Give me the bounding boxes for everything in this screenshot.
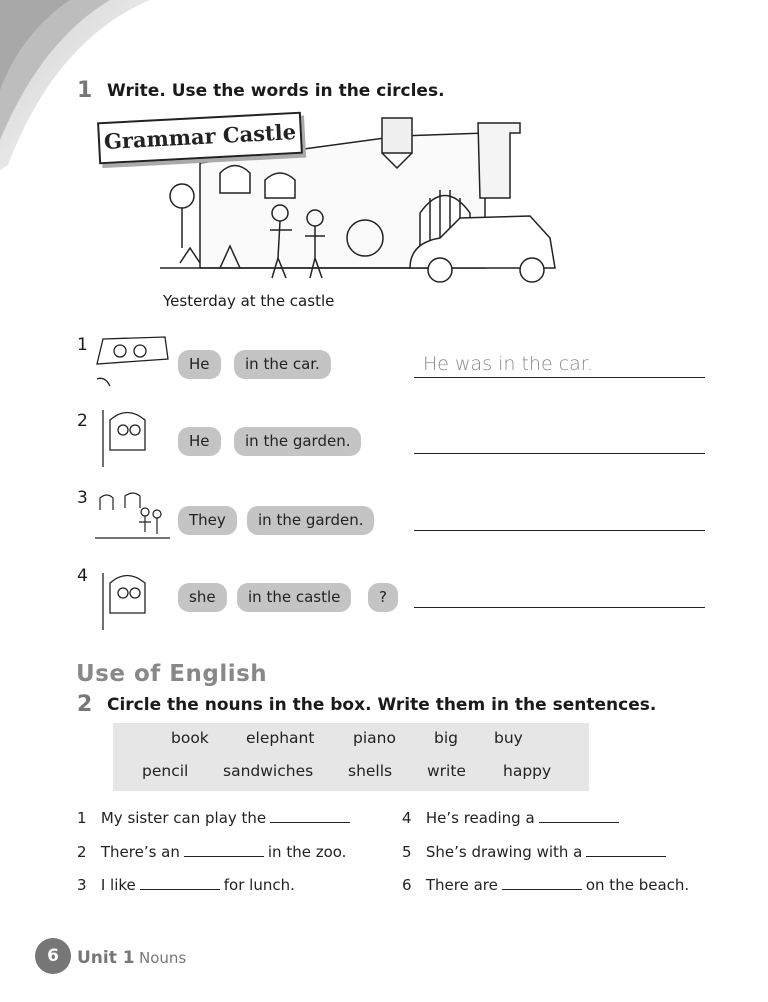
- window-thumbnail-image-2: [95, 568, 157, 633]
- sentence-1-before: My sister can play the: [100, 809, 267, 827]
- exercise-2-instruction: Circle the nouns in the box. Write them in the sentences.: [107, 695, 657, 715]
- sentence-4-number: 4: [402, 809, 412, 827]
- pill-item-1-subject: He: [178, 350, 221, 379]
- footer-unit: Unit 1: [77, 948, 135, 968]
- section-title: Use of English: [76, 661, 268, 687]
- window-thumbnail-image: [95, 405, 157, 470]
- footer-topic: Nouns: [139, 949, 187, 967]
- word-book[interactable]: book: [171, 729, 209, 747]
- sentence-4: [402, 809, 623, 827]
- sentence-3-number: 3: [77, 876, 87, 894]
- sentence-5: [402, 843, 670, 861]
- pill-item-4-subject: she: [178, 583, 227, 612]
- sentence-1-blank[interactable]: [270, 810, 350, 823]
- word-pencil[interactable]: pencil: [142, 762, 189, 780]
- word-shells[interactable]: shells: [348, 762, 393, 780]
- answer-line-item-2[interactable]: [414, 453, 705, 454]
- word-piano[interactable]: piano: [353, 729, 396, 747]
- word-happy[interactable]: happy: [503, 762, 552, 780]
- sentence-3-before: I like: [100, 876, 136, 894]
- sentence-4-blank[interactable]: [539, 810, 619, 823]
- pill-item-3-phrase: in the garden.: [247, 506, 374, 535]
- pill-item-2-phrase: in the garden.: [234, 427, 361, 456]
- pill-item-4-phrase: in the castle: [237, 583, 351, 612]
- pill-item-1-phrase: in the car.: [234, 350, 331, 379]
- answer-line-item-4[interactable]: [414, 607, 705, 608]
- answer-item-1-text: He was in the car.: [423, 353, 593, 375]
- item-4-number: 4: [77, 566, 88, 586]
- word-buy[interactable]: buy: [494, 729, 523, 747]
- word-sandwiches[interactable]: sandwiches: [223, 762, 314, 780]
- page-number-badge: 6: [35, 938, 71, 974]
- pill-item-3-subject: They: [178, 506, 237, 535]
- item-2-number: 2: [77, 411, 88, 431]
- sentence-2-number: 2: [77, 843, 87, 861]
- sentence-5-number: 5: [402, 843, 412, 861]
- item-1-number: 1: [77, 335, 88, 355]
- sentence-3: [77, 876, 295, 894]
- sentence-6-before: There are: [425, 876, 498, 894]
- word-elephant[interactable]: elephant: [246, 729, 315, 747]
- garden-thumbnail-image: [95, 490, 170, 542]
- word-write[interactable]: write: [427, 762, 466, 780]
- sentence-1: [77, 809, 354, 827]
- sentence-2-after: in the zoo.: [267, 843, 347, 861]
- car-thumbnail-image: [95, 334, 170, 392]
- sentence-6-number: 6: [402, 876, 412, 894]
- sentence-2: [77, 843, 346, 861]
- illustration-caption: Yesterday at the castle: [163, 292, 335, 310]
- sentence-3-blank[interactable]: [140, 877, 220, 890]
- sentence-4-before: He’s reading a: [425, 809, 535, 827]
- word-big[interactable]: big: [434, 729, 458, 747]
- exercise-1-instruction: Write. Use the words in the circles.: [107, 81, 445, 101]
- sentence-6-after: on the beach.: [585, 876, 690, 894]
- sentence-1-number: 1: [77, 809, 87, 827]
- exercise-1-number: 1: [77, 78, 93, 103]
- sentence-3-after: for lunch.: [223, 876, 295, 894]
- sentence-5-before: She’s drawing with a: [425, 843, 583, 861]
- sentence-2-before: There’s an: [100, 843, 180, 861]
- grammar-castle-sign-text: Grammar Castle: [103, 118, 297, 155]
- exercise-2-number: 2: [77, 692, 93, 717]
- pill-item-4-question-mark: ?: [368, 583, 398, 612]
- sentence-6-blank[interactable]: [502, 877, 582, 890]
- sentence-6: [402, 876, 689, 894]
- pill-item-2-subject: He: [178, 427, 221, 456]
- answer-line-item-1[interactable]: [414, 377, 705, 378]
- answer-line-item-3[interactable]: [414, 530, 705, 531]
- sentence-5-blank[interactable]: [586, 844, 666, 857]
- item-3-number: 3: [77, 488, 88, 508]
- sentence-2-blank[interactable]: [184, 844, 264, 857]
